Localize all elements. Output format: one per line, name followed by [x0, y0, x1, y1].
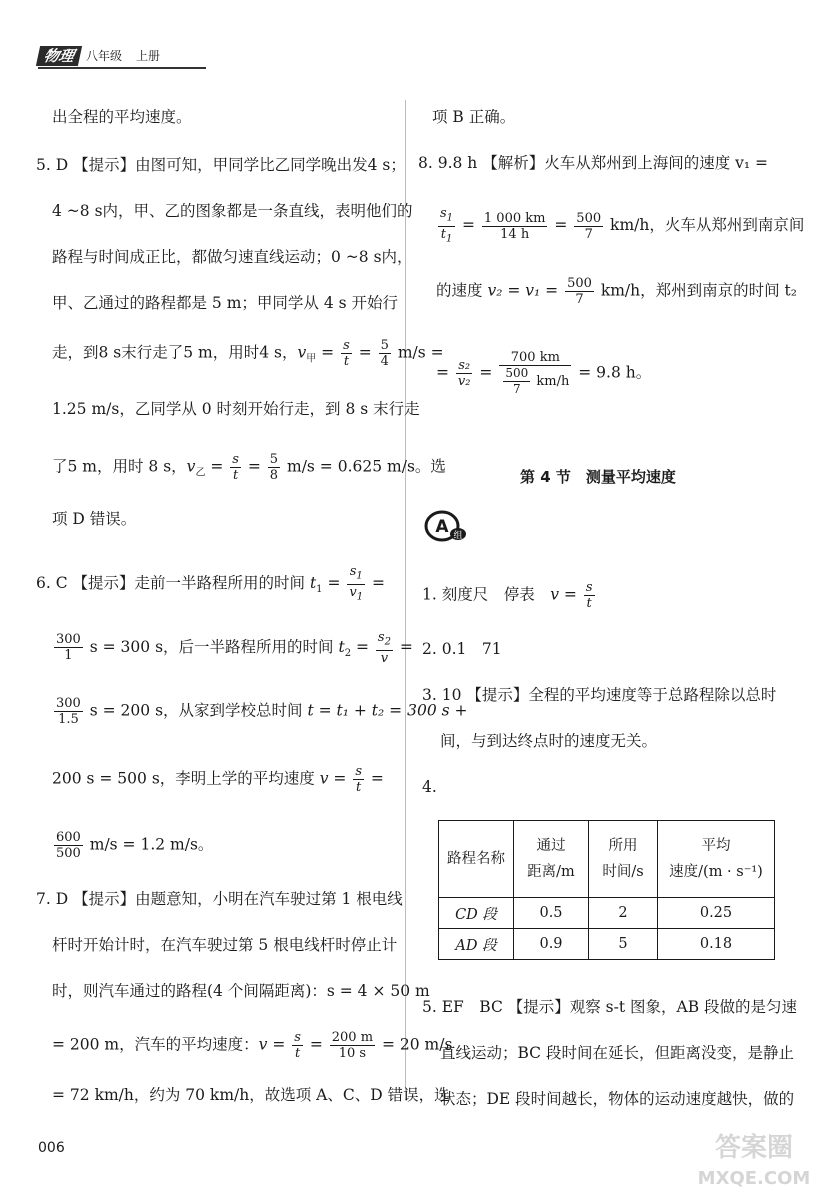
table-cell: 0.25 — [658, 898, 775, 929]
fraction: $\frac{500}{7}$ — [576, 210, 602, 242]
answer-5-line: 4 ~8 s内，甲、乙的图象都是一条直线，表明他们的 — [52, 202, 413, 220]
fraction: $\frac{s}{t}$ — [355, 764, 362, 795]
fraction: $\frac{300}{1}$ — [56, 632, 81, 664]
table-cell: 2 — [589, 898, 658, 929]
table-header-row — [439, 821, 775, 898]
answer-a2-line: 2. 0.1 71 — [422, 640, 502, 658]
fraction: $\frac{1 000 km}{14 h}$ — [483, 210, 546, 242]
watermark-logo — [694, 1122, 814, 1192]
answer-a5-line: 5. EF BC 【提示】观察 s-t 图象，AB 段做的是匀速 — [422, 998, 798, 1016]
compound-fraction: 700 km $\frac{500}{7}$ km/h — [499, 350, 571, 397]
fraction: $\frac{s}{t}$ — [294, 1030, 301, 1061]
fraction: $\frac{s_1}{t_1}$ — [440, 206, 454, 245]
answer-line: 出全程的平均速度。 — [52, 108, 192, 126]
table-cell: 0.5 — [514, 898, 589, 929]
results-table — [438, 820, 775, 960]
answer-a4-line: 4. — [422, 778, 437, 796]
table-header-cell: 所用 时间/s — [589, 821, 658, 898]
table-cell: 0.9 — [514, 929, 589, 960]
fraction: $\frac{\text{s₂}}{\text{v₂}}$ — [457, 358, 471, 389]
answer-6-formula-line: $\frac{600}{500}$ m/s = 1.2 m/s。 — [56, 830, 214, 861]
fraction: $\frac{600}{500}$ — [56, 830, 81, 861]
header-rule — [38, 67, 206, 69]
answer-6-formula-line: 6. C 【提示】走前一半路程所用的时间 $t_1$ = $\frac{s_1}{v_1}$ = — [36, 564, 386, 603]
subject-label: 物理 — [36, 46, 82, 66]
answer-a3-line: 3. 10 【提示】全程的平均速度等于总路程除以总时 — [422, 686, 777, 704]
volume-label: 上册 — [136, 49, 161, 63]
svg-text:MXQE.COM: MXQE.COM — [697, 1168, 811, 1189]
svg-text:组: 组 — [453, 531, 463, 541]
table-header-cell: 通过 距离/m — [514, 821, 589, 898]
table-cell: CD 段 — [439, 898, 514, 929]
fraction: $\frac{200 m}{10 s}$ — [331, 1030, 374, 1061]
section-title: 第 4 节 测量平均速度 — [520, 468, 676, 486]
fraction: $\frac{s_2}{v}$ — [377, 630, 391, 666]
answer-7-line: 时，则汽车通过的路程(4 个间隔距离)：s = 4 × 50 m — [52, 982, 430, 1000]
grade-label: 八年级 — [86, 49, 123, 63]
answer-7-line: = 72 km/h，约为 70 km/h，故选项 A、C、D 错误，选 — [52, 1086, 450, 1104]
running-header — [38, 46, 163, 68]
fraction: $\frac{5}{4}$ — [380, 338, 389, 369]
group-a-icon — [424, 510, 466, 544]
answer-8-formula-line: $\frac{s_1}{t_1}$ = $\frac{1 000 km}{14 h}$ = $\frac{500}{7}$ km/h，火车从郑州到南京间 — [440, 206, 805, 245]
answer-6-formula-line: 200 s = 500 s，李明上学的平均速度 v = $\frac{s}{t}$ = — [52, 764, 384, 795]
answer-a5-line: 状态；DE 段时间越长，物体的运动速度越快，做的 — [440, 1090, 795, 1108]
answer-8-formula-line: 的速度 v₂ = v₁ = $\frac{500}{7}$ km/h，郑州到南京的时间 t₂ — [436, 276, 797, 307]
fraction: $\frac{s_1}{v_1}$ — [349, 564, 364, 603]
answer-5-line: 5. D 【提示】由图可知，甲同学比乙同学晚出发4 s； — [36, 156, 406, 174]
answer-5-line: 路程与时间成正比，都做匀速直线运动；0 ~8 s内， — [52, 248, 413, 266]
fraction: $\frac{s}{t}$ — [585, 580, 593, 611]
answer-5-line: 甲、乙通过的路程都是 5 m；甲同学从 4 s 开始行 — [52, 294, 399, 312]
answer-5-formula-line: 了5 m，用时 8 s，$v_乙$ = $\frac{s}{t}$ = $\frac{5}{8}$ m/s = 0.625 m/s。选 — [52, 452, 446, 483]
answer-8-line: 8. 9.8 h 【解析】火车从郑州到上海间的速度 v₁ = — [418, 154, 769, 172]
fraction: $\frac{300}{1.5}$ — [56, 696, 81, 727]
answer-8-formula-line: = $\frac{\text{s₂}}{\text{v₂}}$ = 700 km $\frac{500}{7}$ km/h = 9.8 h。 — [436, 350, 652, 396]
answer-7-line: 7. D 【提示】由题意知，小明在汽车驶过第 1 根电线 — [36, 890, 403, 908]
table-cell: 5 — [589, 929, 658, 960]
answer-5-line: 项 D 错误。 — [52, 510, 137, 528]
answer-a3-line: 间，与到达终点时的速度无关。 — [440, 732, 658, 750]
table-row — [439, 898, 775, 929]
fraction: $\frac{s}{t}$ — [343, 338, 350, 369]
answer-7-line: 杆时开始计时，在汽车驶过第 5 根电线杆时停止计 — [52, 936, 398, 954]
table-cell: AD 段 — [439, 929, 514, 960]
answer-5-line: 1.25 m/s，乙同学从 0 时刻开始行走，到 8 s 末行走 — [52, 400, 420, 418]
fraction: $\frac{500}{7}$ — [567, 276, 592, 307]
table-header-cell: 路程名称 — [439, 821, 514, 898]
answer-7-formula-line: = 200 m，汽车的平均速度：v = $\frac{s}{t}$ = $\frac{200 m}{10 s}$ = 20 m/s — [52, 1030, 453, 1061]
page-number: 006 — [38, 1140, 65, 1156]
svg-text:答案圈: 答案圈 — [714, 1133, 794, 1163]
answer-6-formula-line: $\frac{300}{1}$ s = 300 s，后一半路程所用的时间 $t_2$ = $\frac{s_2}{v}$ = — [56, 630, 413, 666]
fraction: $\frac{s}{t}$ — [232, 452, 239, 483]
answer-a5-line: 直线运动；BC 段时间在延长，但距离没变，是静止 — [440, 1044, 794, 1062]
answer-5-formula-line: 走，到8 s末行走了5 m，用时4 s，$v_甲$ = $\frac{s}{t}$ = $\frac{5}{4}$ m/s = — [52, 338, 444, 369]
answer-line: 项 B 正确。 — [432, 108, 516, 126]
fraction: $\frac{5}{8}$ — [269, 452, 279, 483]
answer-6-formula-line: $\frac{300}{1.5}$ s = 200 s，从家到学校总时间 t = t₁ + t₂ = 300 s + — [56, 696, 468, 727]
table-cell: 0.18 — [658, 929, 775, 960]
answer-a1-line: 1. 刻度尺 停表 v = $\frac{s}{t}$ — [422, 580, 593, 611]
table-row — [439, 929, 775, 960]
svg-text:A: A — [435, 517, 449, 537]
table-header-cell: 平均 速度/(m · s⁻¹) — [658, 821, 775, 898]
